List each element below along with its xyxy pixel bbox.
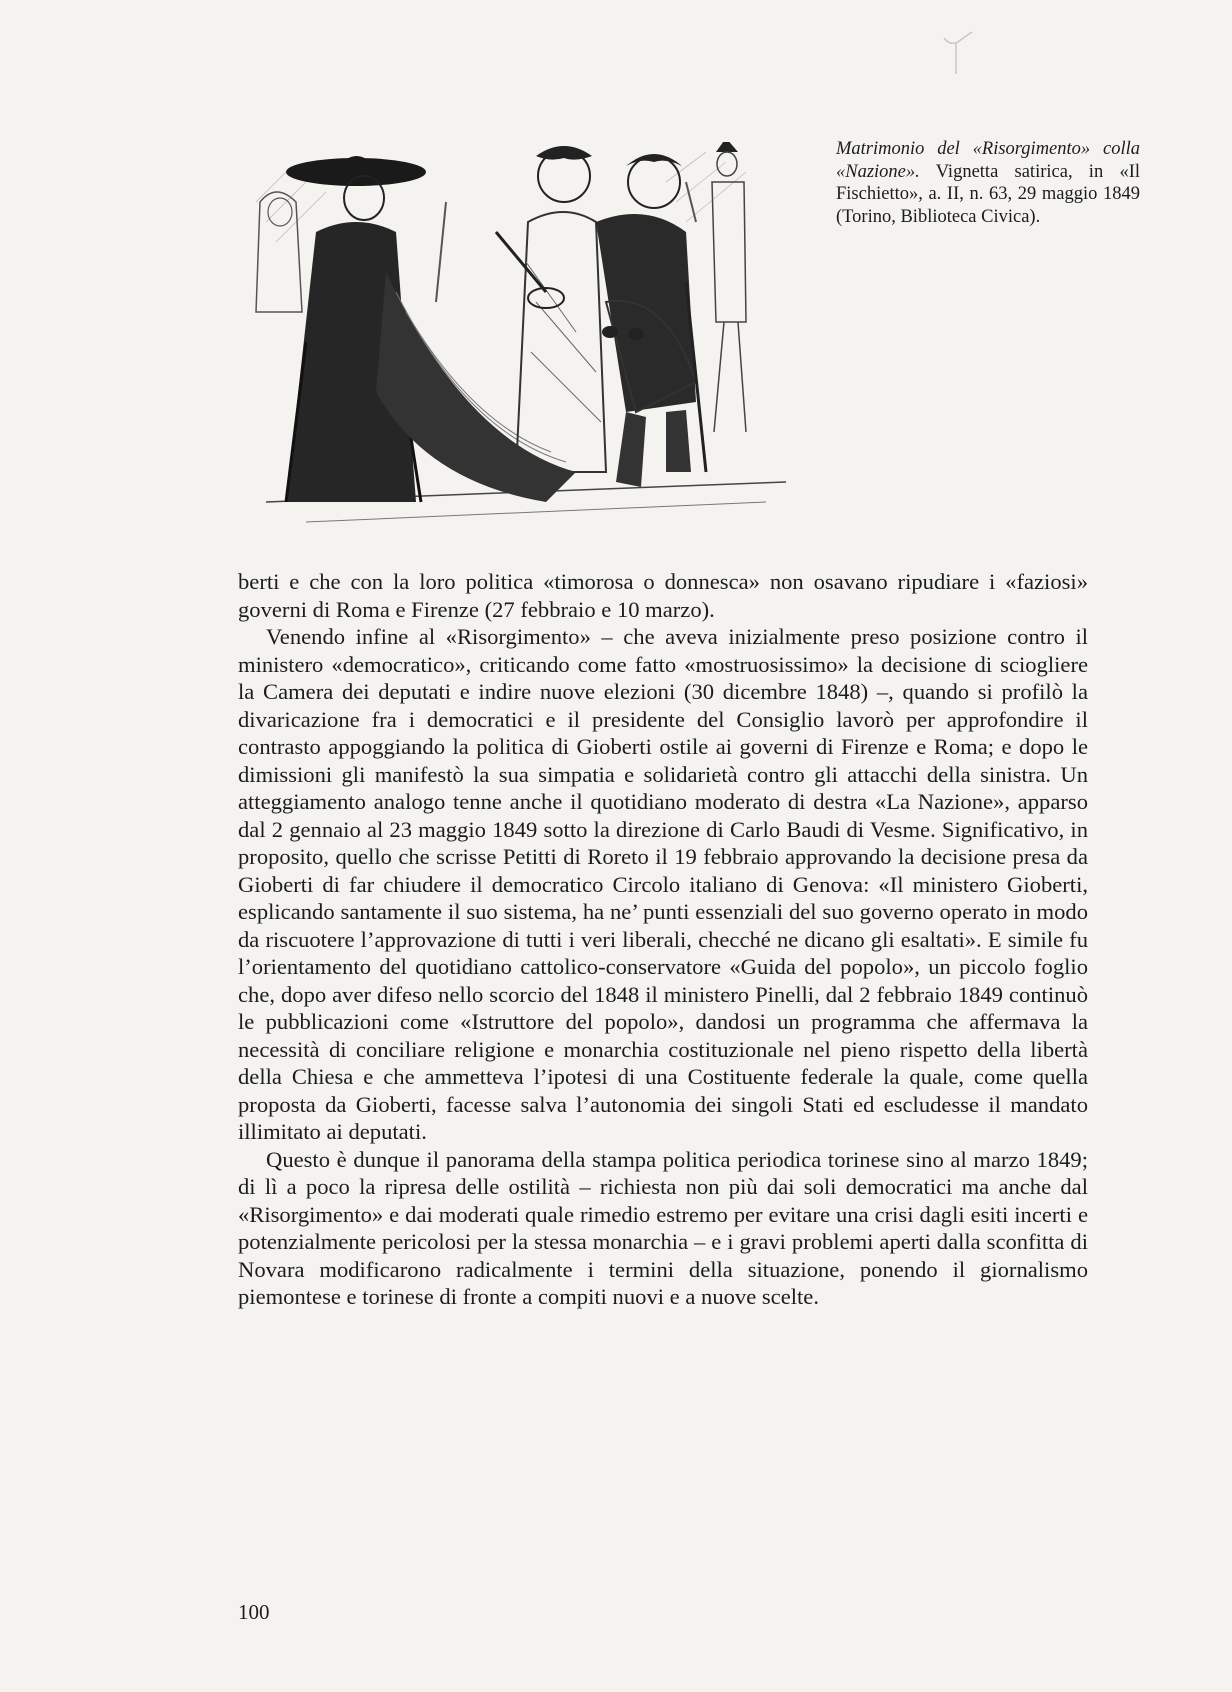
paragraph: berti e che con la loro politica «timorosa o donnesca» non osavano ripudiare i «faziosi» governi di Roma e Firenze (27 febbraio e 10 marzo).	[238, 569, 1088, 622]
caption-title: Matrimonio del «Risorgimento» colla «Nazione».	[836, 139, 1140, 182]
pencil-mark-icon	[938, 28, 978, 78]
satirical-cartoon-illustration	[246, 142, 798, 540]
paragraph: Venendo infine al «Risorgimento» – che aveva inizialmente preso posizione contro il ministero «democratico», criticando come fatto «mostruosissimo» la decisione di sciogliere la Camera dei deputati e indire nuove elezioni (30 dicembre 1848) –, quando si profilò la divaricazione fra i democratici e il presidente del Consiglio lavorò per approfondire il contrasto appoggiando la politica di Gioberti ostile ai governi di Firenze e Roma; e dopo le dimissioni gli manifestò la sua simpatia e solidarietà contro gli attacchi della sinistra. Un atteggiamento analogo tenne anche il quotidiano moderato di destra «La Nazione», apparso dal 2 gennaio al 23 maggio 1849 sotto la direzione di Carlo Baudi di Vesme. Significativo, in proposito, quello che scrisse Petitti di Roreto il 19 febbraio approvando la decisione presa da Gioberti di far chiudere il democratico Circolo italiano di Genova: «Il ministero Gioberti, esplicando santamente il suo sistema, ha ne’ punti essenziali del suo governo operato in modo da riscuotere l’approvazione di tutti i veri liberali, checché ne dicano gli esaltati». E simile fu l’orientamento del quotidiano cattolico-conservatore «Guida del popolo», un piccolo foglio che, dopo aver difeso nello scorcio del 1848 il ministero Pinelli, dal 2 febbraio 1849 continuò le pubblicazioni come «Istruttore del popolo», dandosi un programma che affermava la necessità di conciliare religione e monarchia costituzionale nel pieno rispetto della libertà della Chiesa e che ammetteva l’ipotesi di una Costituente federale la quale, come quella proposta da Gioberti, facesse salva l’autonomia dei singoli Stati ed escludesse il mandato illimitato ai deputati.	[238, 624, 1088, 1144]
paragraph: Questo è dunque il panorama della stampa politica periodica torinese sino al marzo 1849; di lì a poco la ripresa delle ostilità – richiesta non più dai soli democratici ma anche dal «Risorgimento» e dai moderati quale rimedio estremo per evitare una crisi dagli esiti incerti e potenzialmente pericolosi per la stessa monarchia – e i gravi problemi aperti dalla sconfitta di Novara modificarono radicalmente i termini della situazione, ponendo il giornalismo piemontese e torinese di fronte a compiti nuovi e a nuove scelte.	[238, 1146, 1088, 1309]
caption-details: Vignetta satirica, in «Il Fischietto», a. II, n. 63, 29 maggio 1849 (Torino, Biblioteca Civica).	[836, 161, 1140, 227]
page-number: 100	[238, 1600, 270, 1624]
body-text	[238, 568, 1088, 1311]
figure-caption	[836, 138, 1140, 228]
